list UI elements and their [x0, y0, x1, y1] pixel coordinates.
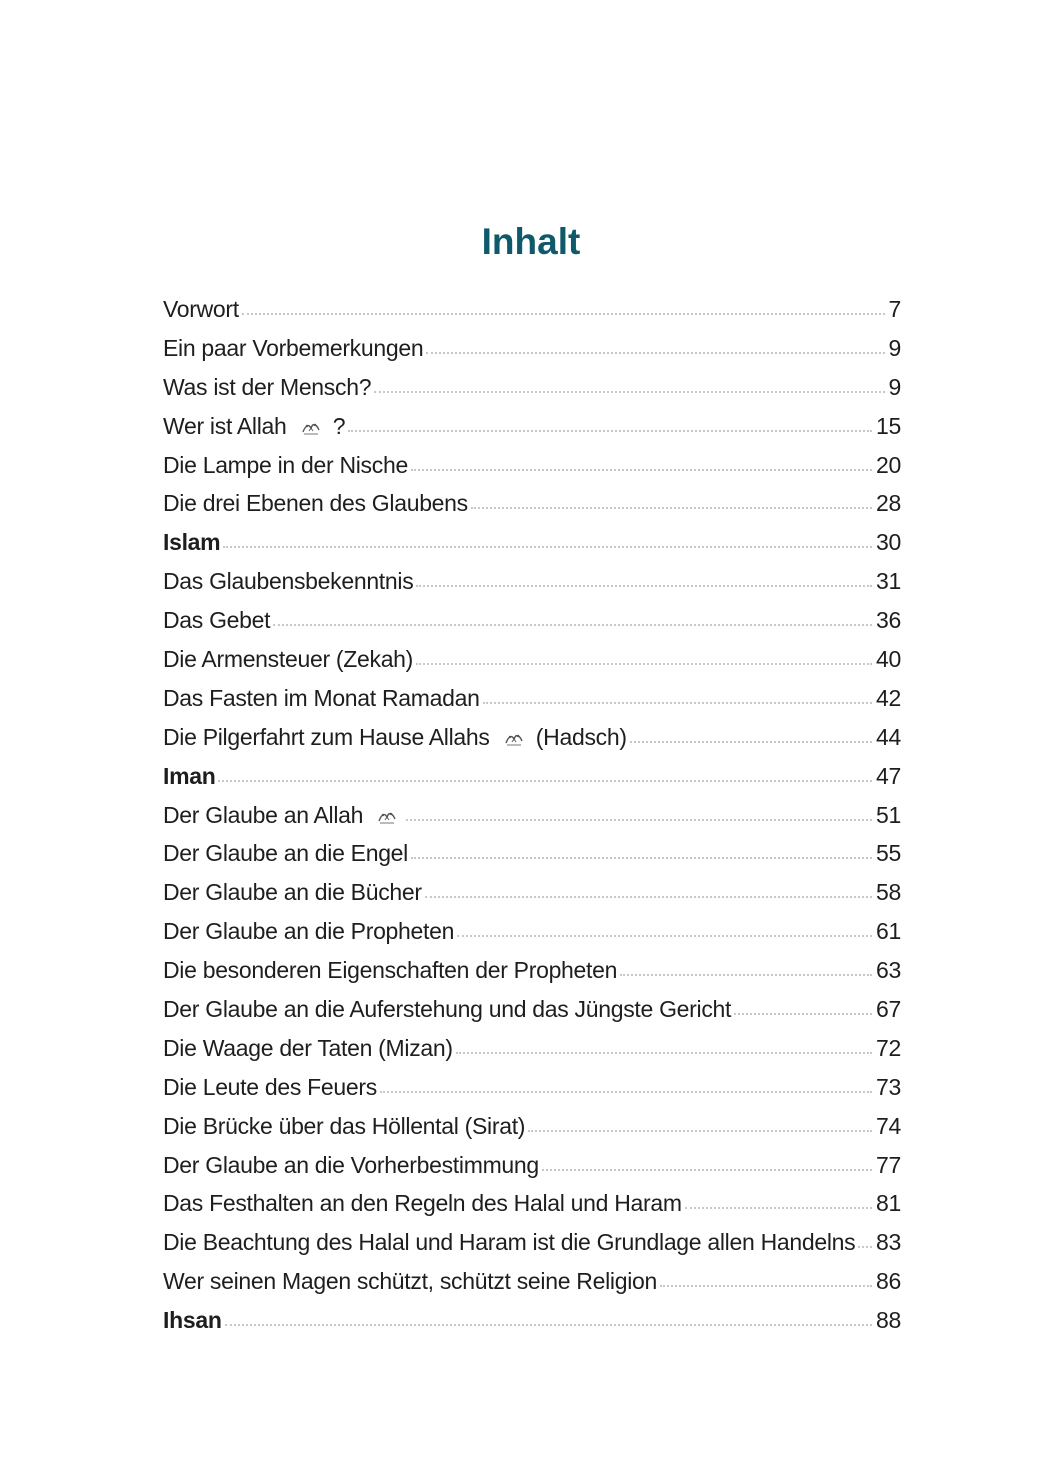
- toc-entry-title: [163, 990, 731, 1029]
- toc-entry-title-text: Islam: [163, 529, 221, 556]
- toc-entry: [163, 718, 901, 757]
- toc-entry-title-text: Der Glaube an die Vorherbestimmung: [163, 1151, 539, 1178]
- toc-entry-page-number: 47: [876, 762, 901, 789]
- honorific-glyph-icon: [504, 731, 524, 747]
- toc-entry-title: [163, 329, 423, 368]
- toc-entry: [163, 1223, 901, 1262]
- toc-entry-title: [163, 757, 215, 796]
- toc-entry: [163, 640, 901, 679]
- toc-entry-title: [163, 1223, 855, 1262]
- toc-entry: [163, 796, 901, 835]
- toc-entry-title: [163, 1068, 377, 1107]
- toc-entry-page-number: 28: [876, 490, 901, 517]
- toc-entry: [163, 601, 901, 640]
- toc-entry-title: [163, 562, 413, 601]
- dot-leader: [225, 1324, 872, 1326]
- dot-leader: [734, 1013, 872, 1015]
- toc-entry-page-number: 72: [876, 1034, 901, 1061]
- toc-entry-title-text: Wer ist Allah: [163, 412, 287, 439]
- toc-entry-title-text: Die Beachtung des Halal und Haram ist die Grundlage allen Handelns: [163, 1229, 856, 1256]
- toc-entry: [163, 1301, 901, 1340]
- toc-entry-title: [163, 679, 480, 718]
- toc-entry-title-text: Das Gebet: [163, 607, 271, 634]
- toc-entry-page-number: 88: [876, 1307, 901, 1334]
- toc-entry-page-number: 51: [876, 801, 901, 828]
- toc-entry: [163, 1262, 901, 1301]
- toc-entry: [163, 873, 901, 912]
- toc-entry-title-text: Die besonderen Eigenschaften der Propheten: [163, 957, 618, 984]
- toc-entry-page-number: 20: [876, 451, 901, 478]
- toc-entry-title-text: Das Glaubensbekenntnis: [163, 568, 414, 595]
- dot-leader: [416, 663, 872, 665]
- toc-entry-title: [163, 368, 371, 407]
- honorific-glyph-icon: [301, 420, 321, 436]
- dot-leader: [411, 469, 872, 471]
- toc-entry-title-text: Der Glaube an Allah: [163, 801, 364, 828]
- toc-entry-title-text: Die Leute des Feuers: [163, 1073, 377, 1100]
- toc-entry-page-number: 81: [876, 1190, 901, 1217]
- toc-entry-title-text: Ihsan: [163, 1307, 222, 1334]
- dot-leader: [528, 1130, 872, 1132]
- toc-entry-title-text: Der Glaube an die Auferstehung und das Jüngste Gericht: [163, 996, 732, 1023]
- table-of-contents: [163, 290, 901, 1340]
- toc-entry-page-number: 58: [876, 879, 901, 906]
- toc-entry-page-number: 86: [876, 1268, 901, 1295]
- toc-entry-title-text: Die drei Ebenen des Glaubens: [163, 490, 468, 517]
- dot-leader: [242, 313, 885, 315]
- toc-entry: [163, 834, 901, 873]
- toc-entry-title: [163, 1184, 682, 1223]
- toc-entry-title: [163, 796, 403, 835]
- dot-leader: [348, 430, 872, 432]
- toc-entry: [163, 1029, 901, 1068]
- dot-leader: [858, 1246, 872, 1248]
- toc-entry-page-number: 31: [876, 568, 901, 595]
- toc-entry-page-number: 36: [876, 607, 901, 634]
- toc-entry-page-number: 83: [876, 1229, 901, 1256]
- toc-entry-title-text: Iman: [163, 762, 216, 789]
- toc-entry-page-number: 77: [876, 1151, 901, 1178]
- toc-entry: [163, 951, 901, 990]
- dot-leader: [457, 935, 872, 937]
- toc-entry-title-text: Wer seinen Magen schützt, schützt seine Religion: [163, 1268, 657, 1295]
- toc-entry-title: [163, 601, 270, 640]
- toc-entry-title-text: Der Glaube an die Propheten: [163, 918, 455, 945]
- dot-leader: [630, 741, 872, 743]
- toc-entry-title: [163, 1301, 222, 1340]
- toc-entry-title: [163, 640, 413, 679]
- dot-leader: [223, 546, 872, 548]
- toc-entry-page-number: 67: [876, 996, 901, 1023]
- toc-entry-title-text: Die Armensteuer (Zekah): [163, 646, 414, 673]
- toc-entry-page-number: 73: [876, 1073, 901, 1100]
- dot-leader: [456, 1052, 872, 1054]
- dot-leader: [425, 896, 872, 898]
- toc-entry-title-text: Die Waage der Taten (Mizan): [163, 1034, 453, 1061]
- toc-entry-title: [163, 446, 408, 485]
- toc-entry-title-text: Die Brücke über das Höllental (Sirat): [163, 1112, 526, 1139]
- toc-entry-page-number: 74: [876, 1112, 901, 1139]
- toc-entry: [163, 1068, 901, 1107]
- toc-entry: [163, 290, 901, 329]
- toc-entry-page-number: 15: [876, 412, 901, 439]
- dot-leader: [620, 974, 872, 976]
- toc-entry-title: [163, 834, 408, 873]
- toc-entry: [163, 484, 901, 523]
- toc-entry-title-text: Der Glaube an die Engel: [163, 840, 408, 867]
- toc-entry: [163, 990, 901, 1029]
- toc-entry: [163, 523, 901, 562]
- dot-leader: [273, 624, 872, 626]
- toc-entry: [163, 679, 901, 718]
- toc-entry: [163, 562, 901, 601]
- toc-entry-page-number: 9: [888, 373, 901, 400]
- toc-entry: [163, 1146, 901, 1185]
- dot-leader: [411, 857, 872, 859]
- toc-entry-title: [163, 912, 454, 951]
- toc-entry-page-number: 61: [876, 918, 901, 945]
- toc-entry-title: [163, 1107, 525, 1146]
- toc-entry-page-number: 30: [876, 529, 901, 556]
- toc-entry-title: [163, 290, 239, 329]
- page-title: Inhalt: [481, 221, 581, 262]
- honorific-glyph-icon: [377, 809, 397, 825]
- toc-entry: [163, 1184, 901, 1223]
- dot-leader: [660, 1285, 872, 1287]
- toc-entry-title-text: Die Pilgerfahrt zum Hause Allahs: [163, 723, 490, 750]
- toc-entry: [163, 368, 901, 407]
- toc-entry: [163, 757, 901, 796]
- toc-entry-title: [163, 1262, 657, 1301]
- toc-entry-page-number: 9: [888, 334, 901, 361]
- toc-entry-title-text: Vorwort: [163, 296, 239, 322]
- toc-entry-title-text: Was ist der Mensch?: [163, 373, 372, 400]
- toc-entry-title: [163, 484, 468, 523]
- toc-entry-title-text: Die Lampe in der Nische: [163, 451, 408, 478]
- toc-entry-title-text: Der Glaube an die Bücher: [163, 879, 422, 906]
- toc-entry-page-number: 42: [876, 684, 901, 711]
- toc-entry-page-number: 63: [876, 957, 901, 984]
- dot-leader: [218, 780, 872, 782]
- toc-entry: [163, 407, 901, 446]
- toc-entry-title: [163, 718, 627, 757]
- toc-entry-page-number: 7: [888, 296, 901, 322]
- dot-leader: [374, 391, 884, 393]
- toc-entry: [163, 446, 901, 485]
- dot-leader: [542, 1169, 872, 1171]
- toc-entry-page-number: 44: [876, 723, 901, 750]
- toc-entry-title-text: Das Fasten im Monat Ramadan: [163, 684, 480, 711]
- dot-leader: [406, 819, 872, 821]
- toc-entry-title: [163, 407, 345, 446]
- dot-leader: [426, 352, 884, 354]
- dot-leader: [416, 585, 872, 587]
- toc-entry: [163, 912, 901, 951]
- dot-leader: [685, 1207, 872, 1209]
- toc-entry-title: [163, 873, 422, 912]
- toc-entry-title: [163, 1029, 453, 1068]
- toc-entry-page-number: 40: [876, 646, 901, 673]
- toc-entry-title: [163, 1146, 539, 1185]
- toc-entry-title: [163, 523, 220, 562]
- toc-entry-page-number: 55: [876, 840, 901, 867]
- toc-entry: [163, 329, 901, 368]
- toc-entry-title-text: Ein paar Vorbemerkungen: [163, 334, 424, 361]
- dot-leader: [471, 507, 872, 509]
- toc-entry-title: [163, 951, 617, 990]
- dot-leader: [483, 702, 872, 704]
- toc-entry-title-suffix: ?: [332, 412, 346, 439]
- toc-entry-title-text: Das Festhalten an den Regeln des Halal und Haram: [163, 1190, 682, 1217]
- toc-entry: [163, 1107, 901, 1146]
- toc-entry-title-suffix: (Hadsch): [535, 723, 627, 750]
- dot-leader: [380, 1091, 872, 1093]
